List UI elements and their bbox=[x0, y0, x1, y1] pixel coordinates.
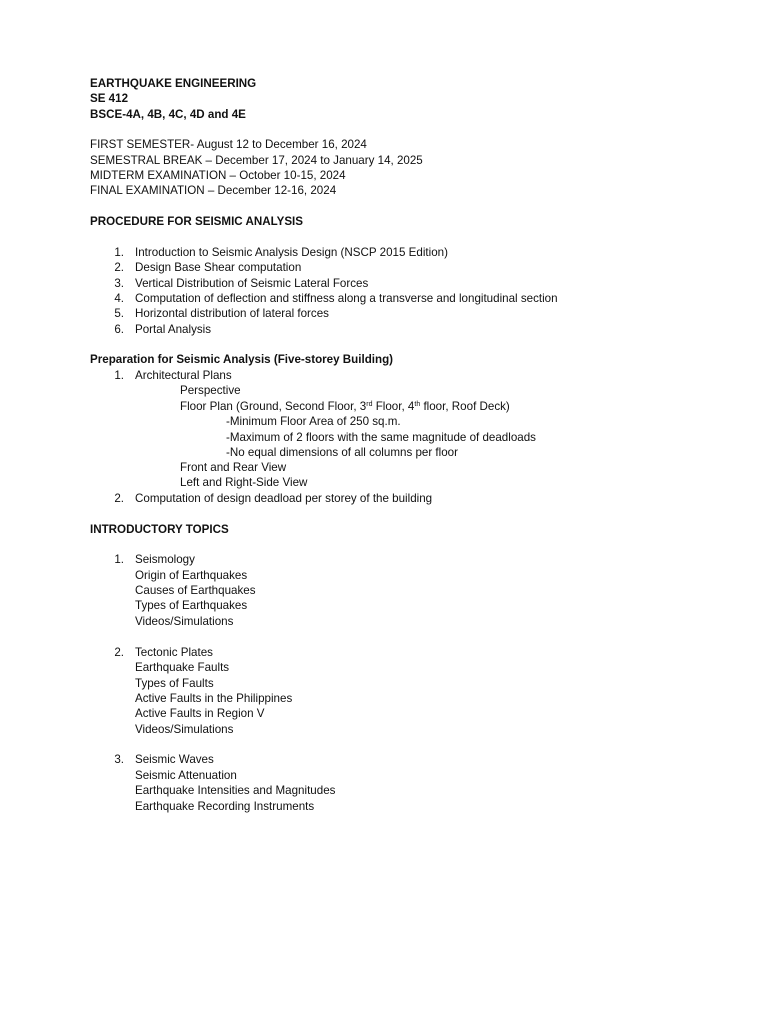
topic-subitem: Videos/Simulations bbox=[135, 615, 234, 628]
procedure-item-text: Introduction to Seismic Analysis Design (NSCP 2015 Edition) bbox=[135, 246, 448, 259]
front-rear-view: Front and Rear View bbox=[180, 461, 287, 474]
procedure-item-text: Vertical Distribution of Seismic Lateral Forces bbox=[135, 277, 369, 290]
topic-subitem: Types of Earthquakes bbox=[135, 599, 248, 612]
floor-constraint: -Maximum of 2 floors with the same magnitude of deadloads bbox=[226, 431, 536, 444]
topic-title: Seismology bbox=[135, 553, 195, 566]
procedure-item-number: 2. bbox=[114, 261, 124, 274]
preparation-item-number: 2. bbox=[114, 492, 124, 505]
floor-plan-label: Floor Plan (Ground, Second Floor, 3rd Floor, 4th floor, Roof Deck) bbox=[180, 400, 510, 413]
procedure-item-number: 4. bbox=[114, 292, 124, 305]
topic-number: 2. bbox=[114, 646, 124, 659]
procedure-item-text: Horizontal distribution of lateral forces bbox=[135, 307, 329, 320]
procedure-item-number: 1. bbox=[114, 246, 124, 259]
topic-title: Tectonic Plates bbox=[135, 646, 213, 659]
architectural-plans: Architectural Plans bbox=[135, 369, 232, 382]
topic-subitem: Earthquake Recording Instruments bbox=[135, 800, 315, 813]
floor-constraint: -No equal dimensions of all columns per floor bbox=[226, 446, 458, 459]
procedure-item-number: 5. bbox=[114, 307, 124, 320]
schedule-midterm: MIDTERM EXAMINATION – October 10-15, 2024 bbox=[90, 169, 346, 182]
schedule-first-semester: FIRST SEMESTER- August 12 to December 16, 2024 bbox=[90, 138, 367, 151]
topic-subitem: Active Faults in Region V bbox=[135, 707, 265, 720]
topic-subitem: Origin of Earthquakes bbox=[135, 569, 248, 582]
topic-subitem: Types of Faults bbox=[135, 677, 214, 690]
deadload-computation: Computation of design deadload per storey of the building bbox=[135, 492, 433, 505]
procedure-item-text: Design Base Shear computation bbox=[135, 261, 302, 274]
left-right-view: Left and Right-Side View bbox=[180, 476, 308, 489]
course-sections: BSCE-4A, 4B, 4C, 4D and 4E bbox=[90, 108, 246, 121]
schedule-final: FINAL EXAMINATION – December 12-16, 2024 bbox=[90, 184, 337, 197]
course-title: EARTHQUAKE ENGINEERING bbox=[90, 77, 257, 90]
topic-number: 3. bbox=[114, 753, 124, 766]
schedule-semestral-break: SEMESTRAL BREAK – December 17, 2024 to January 14, 2025 bbox=[90, 154, 423, 167]
floor-constraint: -Minimum Floor Area of 250 sq.m. bbox=[226, 415, 401, 428]
topic-subitem: Seismic Attenuation bbox=[135, 769, 237, 782]
procedure-item-text: Computation of deflection and stiffness along a transverse and longitudinal section bbox=[135, 292, 558, 305]
topic-subitem: Earthquake Faults bbox=[135, 661, 230, 674]
procedure-item-number: 3. bbox=[114, 277, 124, 290]
topic-subitem: Earthquake Intensities and Magnitudes bbox=[135, 784, 336, 797]
topic-subitem: Active Faults in the Philippines bbox=[135, 692, 293, 705]
preparation-item-number: 1. bbox=[114, 369, 124, 382]
procedure-heading: PROCEDURE FOR SEISMIC ANALYSIS bbox=[90, 215, 304, 228]
procedure-item-number: 6. bbox=[114, 323, 124, 336]
preparation-heading: Preparation for Seismic Analysis (Five-storey Building) bbox=[90, 353, 394, 366]
course-code: SE 412 bbox=[90, 92, 129, 105]
procedure-item-text: Portal Analysis bbox=[135, 323, 212, 336]
topic-number: 1. bbox=[114, 553, 124, 566]
topic-title: Seismic Waves bbox=[135, 753, 214, 766]
intro-heading: INTRODUCTORY TOPICS bbox=[90, 523, 229, 536]
topic-subitem: Causes of Earthquakes bbox=[135, 584, 256, 597]
topic-subitem: Videos/Simulations bbox=[135, 723, 234, 736]
perspective-label: Perspective bbox=[180, 384, 241, 397]
